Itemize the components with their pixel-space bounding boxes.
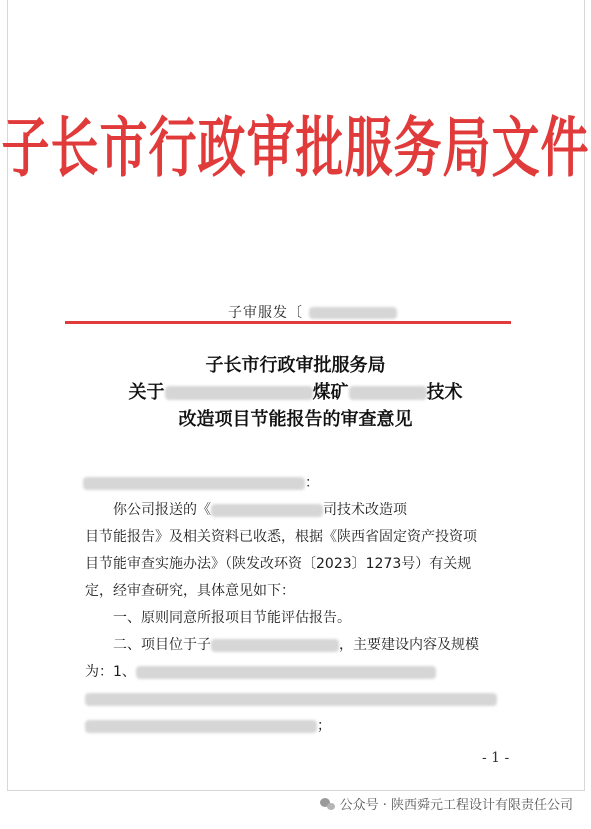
redacted-scope-3	[85, 720, 317, 733]
watermark	[320, 794, 573, 813]
redacted-project-name	[165, 386, 313, 400]
redacted-location	[211, 639, 339, 652]
paragraph-2: 一、原则同意所报项目节能评估报告。	[113, 610, 351, 626]
redacted-addressee	[83, 477, 305, 490]
paragraph-1-line-2: 目节能报告》及相关资料已收悉，根据《陕西省固定资产投资项	[85, 529, 477, 545]
title-line-2: 关于 煤矿 技术	[128, 382, 463, 403]
watermark-text: 公众号 · 陕西舜元工程设计有限责任公司	[339, 798, 573, 813]
document-number-prefix: 子审服发〔	[228, 305, 303, 321]
document-title	[0, 352, 591, 433]
paragraph-1-line-3: 目节能审查实施办法》（陕发改环资〔2023〕1273号）有关规	[85, 556, 472, 572]
red-divider-line	[65, 321, 511, 324]
redacted-project-detail	[349, 386, 427, 400]
paragraph-3-line-2: 为：1、	[85, 659, 505, 686]
redacted-scope-2	[85, 693, 497, 706]
title-line-3: 改造项目节能报告的审查意见	[178, 409, 413, 430]
document-number	[228, 302, 397, 322]
paragraph-1: 你公司报送的《 司技术改造项	[113, 502, 407, 518]
document-body	[85, 470, 505, 740]
redacted-number	[309, 307, 397, 319]
paragraph-3-line-4: ；	[85, 713, 505, 740]
paragraph-3: 二、项目位于子 ，主要建设内容及规模	[113, 637, 479, 653]
paragraph-1-line-4: 定，经审查研究，具体意见如下：	[85, 583, 295, 599]
paragraph-3-line-3	[85, 686, 505, 713]
redacted-scope-1	[136, 666, 436, 679]
page-number: - 1 -	[482, 750, 510, 766]
document-masthead: 子长市行政审批服务局文件	[1, 110, 590, 187]
wechat-icon	[320, 798, 335, 810]
title-line-1: 子长市行政审批服务局	[205, 355, 386, 376]
redacted-report-name	[211, 504, 323, 517]
addressee-line: ：	[83, 470, 505, 497]
